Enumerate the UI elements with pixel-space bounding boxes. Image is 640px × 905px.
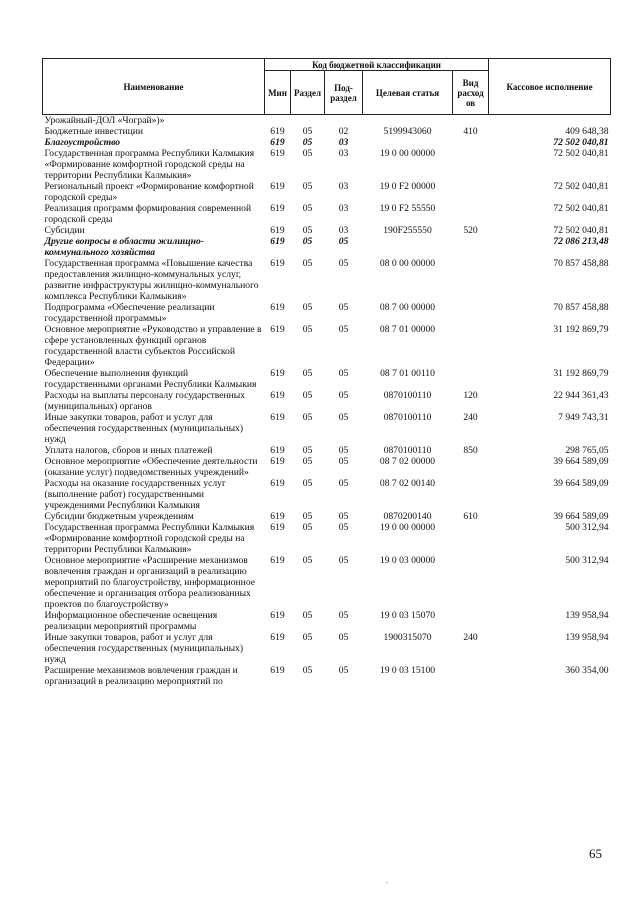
cell-sub: 05 [338,324,349,335]
cell-kind: 120 [463,390,478,401]
cell-art: 19 0 00 00000 [379,148,436,159]
cell-sec: 05 [302,390,313,401]
cell-name: Основное мероприятие «Расширение механизмов вовлечения граждан и организаций в реализацию мероприятий по благоустройству, информационное обеспечение и организация отбора реализованных проектов по благоустройству» [44,555,255,610]
table-row [43,258,611,302]
cell-amt: 409 648,38 [565,126,609,137]
cell-name: Расходы на выплаты персоналу государственных (муниципальных) органов [44,390,246,412]
cell-sec: 05 [302,665,313,676]
cell-amt: 31 192 869,79 [553,324,609,335]
cell-kind [453,115,489,127]
cell-amt: 39 664 589,09 [553,478,609,489]
cell-sec: 05 [302,324,313,335]
table-row [43,137,611,148]
table-row [43,445,611,456]
cell-art: 19 0 03 15070 [379,610,436,621]
cell-art: 1900315070 [383,632,432,643]
cell-kind: 410 [463,126,478,137]
table-row [43,115,611,127]
cell-min: 619 [270,665,285,676]
cell-name: Благоустройство [44,137,121,148]
cell-sec: 05 [302,126,313,137]
cell-sub: 05 [338,610,349,621]
cell-sub [325,115,363,127]
cell-kind [453,302,489,324]
cell-art: 08 7 00 00000 [379,302,436,313]
cell-art: 0870100110 [383,390,432,401]
cell-sub: 05 [338,445,349,456]
cell-sec: 05 [302,225,313,236]
header-section: Раздел [291,71,325,115]
cell-min: 619 [270,478,285,489]
cell-sub: 03 [338,181,349,192]
cell-art: 0870100110 [383,412,432,423]
cell-sub: 05 [338,511,349,522]
cell-art: 08 7 01 00000 [379,324,436,335]
cell-art: 190F255550 [383,225,432,236]
cell-name: Иные закупки товаров, работ и услуг для обеспечения государственных (муниципальных) нужд [44,412,244,445]
cell-amt: 360 354,00 [565,665,609,676]
cell-sub: 05 [338,390,349,401]
cell-kind [453,236,489,258]
cell-kind: 850 [463,445,478,456]
table-row [43,478,611,511]
cell-sec: 05 [302,258,313,269]
cell-sec: 05 [302,236,313,247]
cell-min: 619 [270,225,285,236]
table-row [43,555,611,610]
cell-sub: 05 [338,368,349,379]
cell-amt [489,115,611,127]
table-row [43,236,611,258]
cell-min: 619 [270,368,285,379]
header-budget-code: Код бюджетной классификации [265,59,489,71]
page-number: 65 [589,846,602,861]
cell-kind [453,324,489,368]
cell-kind [453,181,489,203]
cell-sec: 05 [302,302,313,313]
cell-kind: 520 [463,225,478,236]
cell-sec: 05 [302,445,313,456]
header-min: Мин [265,71,291,115]
cell-name: Расходы на оказание государственных услуг (выполнение работ) государственными учреждениями Республики Калмыкия [44,478,226,511]
cell-sub: 03 [338,148,349,159]
cell-art [363,137,453,148]
cell-kind [453,148,489,181]
cell-min: 619 [270,203,285,214]
cell-art: 19 0 00 00000 [379,522,436,533]
cell-min [265,115,291,127]
cell-min: 619 [270,390,285,401]
cell-sec: 05 [302,181,313,192]
cell-name: Государственная программа Республики Калмыкия «Формирование комфортной городской среды на территории Республики Калмыкия» [44,522,255,555]
cell-kind [453,258,489,302]
cell-sub: 05 [338,665,349,676]
cell-art: 19 0 03 00000 [379,555,436,566]
cell-sub: 05 [338,456,349,467]
cell-min: 619 [270,148,285,159]
cell-name: Основное мероприятие «Обеспечение деятельности (оказание услуг) подведомственных учреждений» [44,456,258,478]
cell-min: 619 [270,412,285,423]
cell-min: 619 [270,324,285,335]
table-row [43,522,611,555]
cell-sub: 03 [338,203,349,214]
cell-sec: 05 [302,137,313,148]
cell-name: Субсидии [44,225,85,236]
cell-amt: 7 949 743,31 [558,412,609,423]
cell-art: 19 0 03 15100 [379,665,436,676]
cell-amt: 72 086 213,48 [553,236,609,247]
cell-kind [453,137,489,148]
cell-name: Иные закупки товаров, работ и услуг для обеспечения государственных (муниципальных) нужд [44,632,244,665]
cell-amt: 72 502 040,81 [553,225,609,236]
cell-sub: 02 [338,126,349,137]
cell-art: 19 0 F2 00000 [379,181,436,192]
cell-amt: 139 958,94 [565,632,609,643]
cell-amt: 500 312,94 [565,522,609,533]
cell-name: Государственная программа «Повышение качества предоставления жилищно-коммунальных услуг, развитие инфраструктуры жилищно-коммунального комплекса Республики Калмыкия» [44,258,259,302]
cell-name: Информационное обеспечение освещения реализации мероприятий программы [44,610,218,632]
cell-sub: 05 [338,258,349,269]
cell-art [363,236,453,258]
cell-sec: 05 [302,632,313,643]
cell-sec [291,115,325,127]
cell-name: Другие вопросы в области жилищно-коммунального хозяйства [44,236,204,258]
cell-art: 08 7 01 00110 [380,368,435,379]
cell-art: 5199943060 [383,126,432,137]
cell-art: 0870200140 [383,511,432,522]
table-row [43,181,611,203]
cell-art: 19 0 F2 55550 [379,203,436,214]
table-body [43,115,611,688]
cell-art: 08 7 02 00000 [379,456,436,467]
cell-name: Уплата налогов, сборов и иных платежей [44,445,213,456]
header-cash-execution: Кассовое исполнение [489,59,611,115]
cell-name: Субсидии бюджетным учреждениям [44,511,194,522]
budget-table [42,58,611,687]
table-row [43,324,611,368]
cell-name: Расширение механизмов вовлечения граждан и организаций в реализацию мероприятий по [44,665,238,687]
cell-art [363,115,453,127]
table-row [43,511,611,522]
cell-amt: 72 502 040,81 [553,148,609,159]
cell-kind [453,456,489,478]
cell-kind: 610 [463,511,478,522]
cell-amt: 39 664 589,09 [553,511,609,522]
cell-name: Обеспечение выполнения функций государственными органами Республики Калмыкия [44,368,257,390]
table-header [43,59,611,115]
table-row [43,412,611,445]
cell-sec: 05 [302,456,313,467]
table-row [43,456,611,478]
cell-min: 619 [270,258,285,269]
cell-amt: 39 664 589,09 [553,456,609,467]
cell-art: 08 7 02 00140 [379,478,436,489]
cell-kind [453,665,489,687]
cell-kind: 240 [463,632,478,643]
cell-amt: 70 857 458,88 [553,302,609,313]
cell-amt: 500 312,94 [565,555,609,566]
cell-amt: 70 857 458,88 [553,258,609,269]
cell-name: Подпрограмма «Обеспечение реализации государственной программы» [44,302,215,324]
cell-kind [453,610,489,632]
cell-kind [453,203,489,225]
header-expense-kind: Вид расход ов [453,71,489,115]
cell-sec: 05 [302,203,313,214]
table-row [43,632,611,665]
cell-sub: 03 [338,225,349,236]
cell-min: 619 [270,610,285,621]
cell-min: 619 [270,522,285,533]
cell-amt: 72 502 040,81 [553,203,609,214]
cell-kind [453,522,489,555]
table-row [43,302,611,324]
cell-sub: 05 [338,478,349,489]
cell-kind [453,555,489,610]
cell-amt: 72 502 040,81 [553,181,609,192]
cell-sec: 05 [302,555,313,566]
cell-name: Реализация программ формирования современной городской среды [44,203,252,225]
cell-sec: 05 [302,511,313,522]
cell-amt: 72 502 040,81 [553,137,609,148]
table-row [43,610,611,632]
cell-amt: 298 765,05 [565,445,609,456]
cell-name: Государственная программа Республики Калмыкия «Формирование комфортной городской среды на территории Республики Калмыкия» [44,148,255,181]
cell-kind: 240 [463,412,478,423]
cell-min: 619 [270,456,285,467]
cell-kind [453,478,489,511]
cell-sub: 05 [338,302,349,313]
cell-name: Региональный проект «Формирование комфортной городской среды» [44,181,254,203]
cell-sub: 05 [338,522,349,533]
cell-sub: 03 [338,137,349,148]
table-row [43,148,611,181]
cell-sub: 05 [338,412,349,423]
table-row [43,203,611,225]
table-row [43,390,611,412]
table-row [43,126,611,137]
cell-min: 619 [270,302,285,313]
cell-sec: 05 [302,478,313,489]
cell-name: Бюджетные инвестиции [44,126,143,137]
cell-sec: 05 [302,148,313,159]
cell-sub: 05 [338,632,349,643]
header-subsection: Под-раздел [325,71,363,115]
cell-amt: 139 958,94 [565,610,609,621]
cell-min: 619 [270,555,285,566]
cell-min: 619 [270,511,285,522]
cell-sec: 05 [302,368,313,379]
cell-kind [453,368,489,390]
header-target-article: Целевая статья [363,71,453,115]
cell-amt: 22 944 361,43 [553,390,609,401]
cell-sec: 05 [302,412,313,423]
header-name: Наименование [43,59,265,115]
cell-name: Урожайный-ДОЛ «Чограй»)» [44,115,165,126]
cell-min: 619 [270,632,285,643]
cell-min: 619 [270,137,285,148]
cell-sub: 05 [338,236,349,247]
cell-min: 619 [270,181,285,192]
cell-min: 619 [270,126,285,137]
cell-min: 619 [270,236,285,247]
cell-name: Основное мероприятие «Руководство и управление в сфере установленных функций органов государственной власти субъектов Российской Федерации» [44,324,262,368]
footer-mark: . [386,876,388,885]
cell-art: 0870100110 [383,445,432,456]
cell-sub: 05 [338,555,349,566]
cell-sec: 05 [302,610,313,621]
cell-sec: 05 [302,522,313,533]
cell-art: 08 0 00 00000 [379,258,436,269]
table-row [43,225,611,236]
cell-amt: 31 192 869,79 [553,368,609,379]
table-row [43,665,611,687]
table-row [43,368,611,390]
cell-min: 619 [270,445,285,456]
